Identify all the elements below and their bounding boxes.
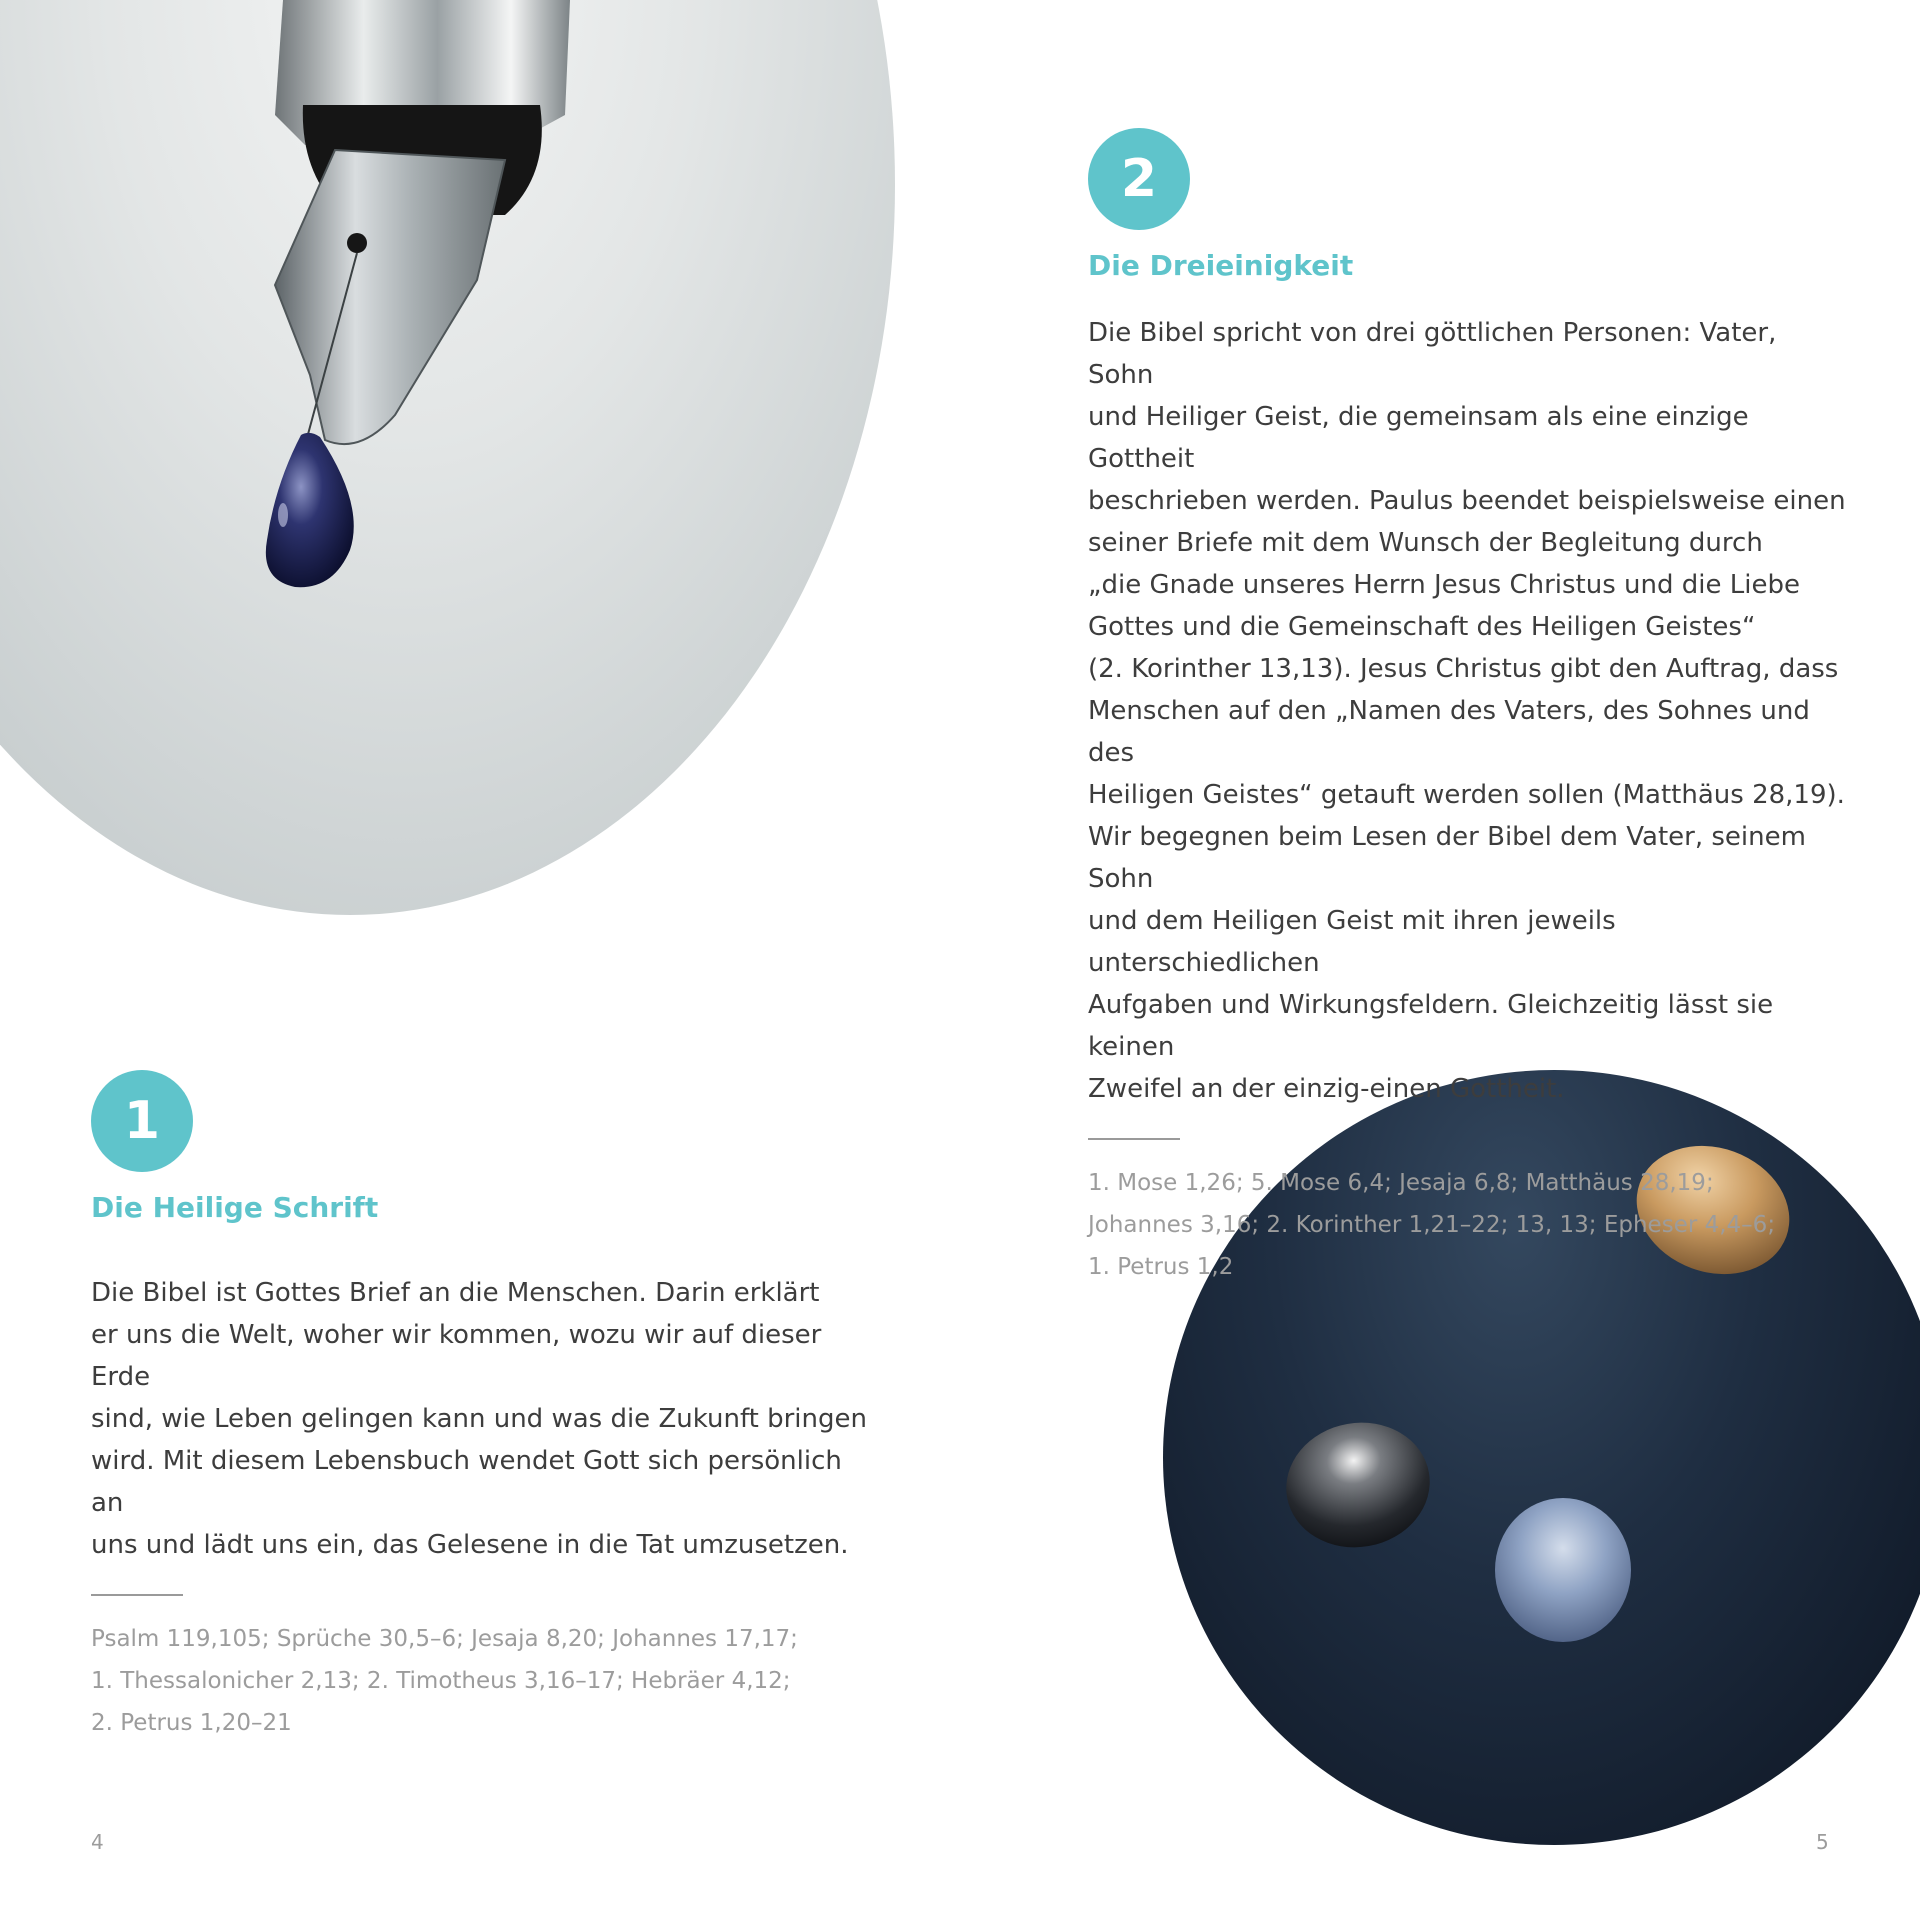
- section-heading: Die Dreieinigkeit: [1088, 249, 1354, 282]
- pen-nib: [275, 150, 505, 444]
- page-number-left: 4: [91, 1830, 104, 1854]
- fountain-pen-photo: [0, 0, 895, 915]
- bible-references: 1. Mose 1,26; 5. Mose 6,4; Jesaja 6,8; Matthäus 28,19; Johannes 3,16; 2. Korinther 1,21–22; 13, 13; Epheser 4,4–6; 1. Petrus 1,2: [1088, 1170, 1776, 1280]
- grey-stone: [1276, 1411, 1439, 1558]
- nib-breather-hole: [347, 233, 367, 253]
- fountain-pen-illustration: [0, 0, 895, 915]
- reference-divider: [1088, 1138, 1180, 1140]
- section-number-badge: 2: [1088, 128, 1190, 230]
- moonstone: [1495, 1498, 1631, 1642]
- section-body-text: Die Bibel spricht von drei göttlichen Personen: Vater, Sohn und Heiliger Geist, die gemeinsam als eine einzige Gottheit beschrieben werden. Paulus beendet beispielsweise einen seiner Briefe mit dem Wunsch der Begleitung durch „die Gnade unseres Herrn Jesus Christus und die Liebe Gottes und die Gemeinschaft des Heiligen Geistes“ (2. Korinther 13,13). Jesus Christus gibt den Auftrag, dass Menschen auf den „Namen des Vaters, des Sohnes und des Heiligen Geistes“ getauft werden sollen (Matthäus 28,19). Wir begegnen beim Lesen der Bibel dem Vater, seinem Sohn und dem Heiligen Geist mit ihren jeweils unterschiedlichen Aufgaben und Wirkungsfeldern. Gleichzeitig lässt sie keinen Zweifel an der einzig-einen Gottheit.: [1088, 318, 1846, 1104]
- section-body-text: Die Bibel ist Gottes Brief an die Menschen. Darin erklärt er uns die Welt, woher wir kommen, wozu wir auf dieser Erde sind, wie Leben gelingen kann und was die Zukunft bringen wird. Mit diesem Lebensbuch wendet Gott sich persönlich an uns und lädt uns ein, das Gelesene in die Tat umzusetzen.: [91, 1278, 867, 1560]
- section-trinity: [1088, 128, 1848, 1288]
- section-heading: Die Heilige Schrift: [91, 1191, 379, 1224]
- section-number-badge: 1: [91, 1070, 193, 1172]
- bible-references: Psalm 119,105; Sprüche 30,5–6; Jesaja 8,20; Johannes 17,17; 1. Thessalonicher 2,13; 2. Timotheus 3,16–17; Hebräer 4,12; 2. Petrus 1,20–21: [91, 1626, 798, 1736]
- reference-divider: [91, 1594, 183, 1596]
- section-holy-scripture: [91, 1070, 871, 1744]
- ink-drop-highlight: [278, 503, 288, 527]
- page-number-right: 5: [1816, 1830, 1829, 1854]
